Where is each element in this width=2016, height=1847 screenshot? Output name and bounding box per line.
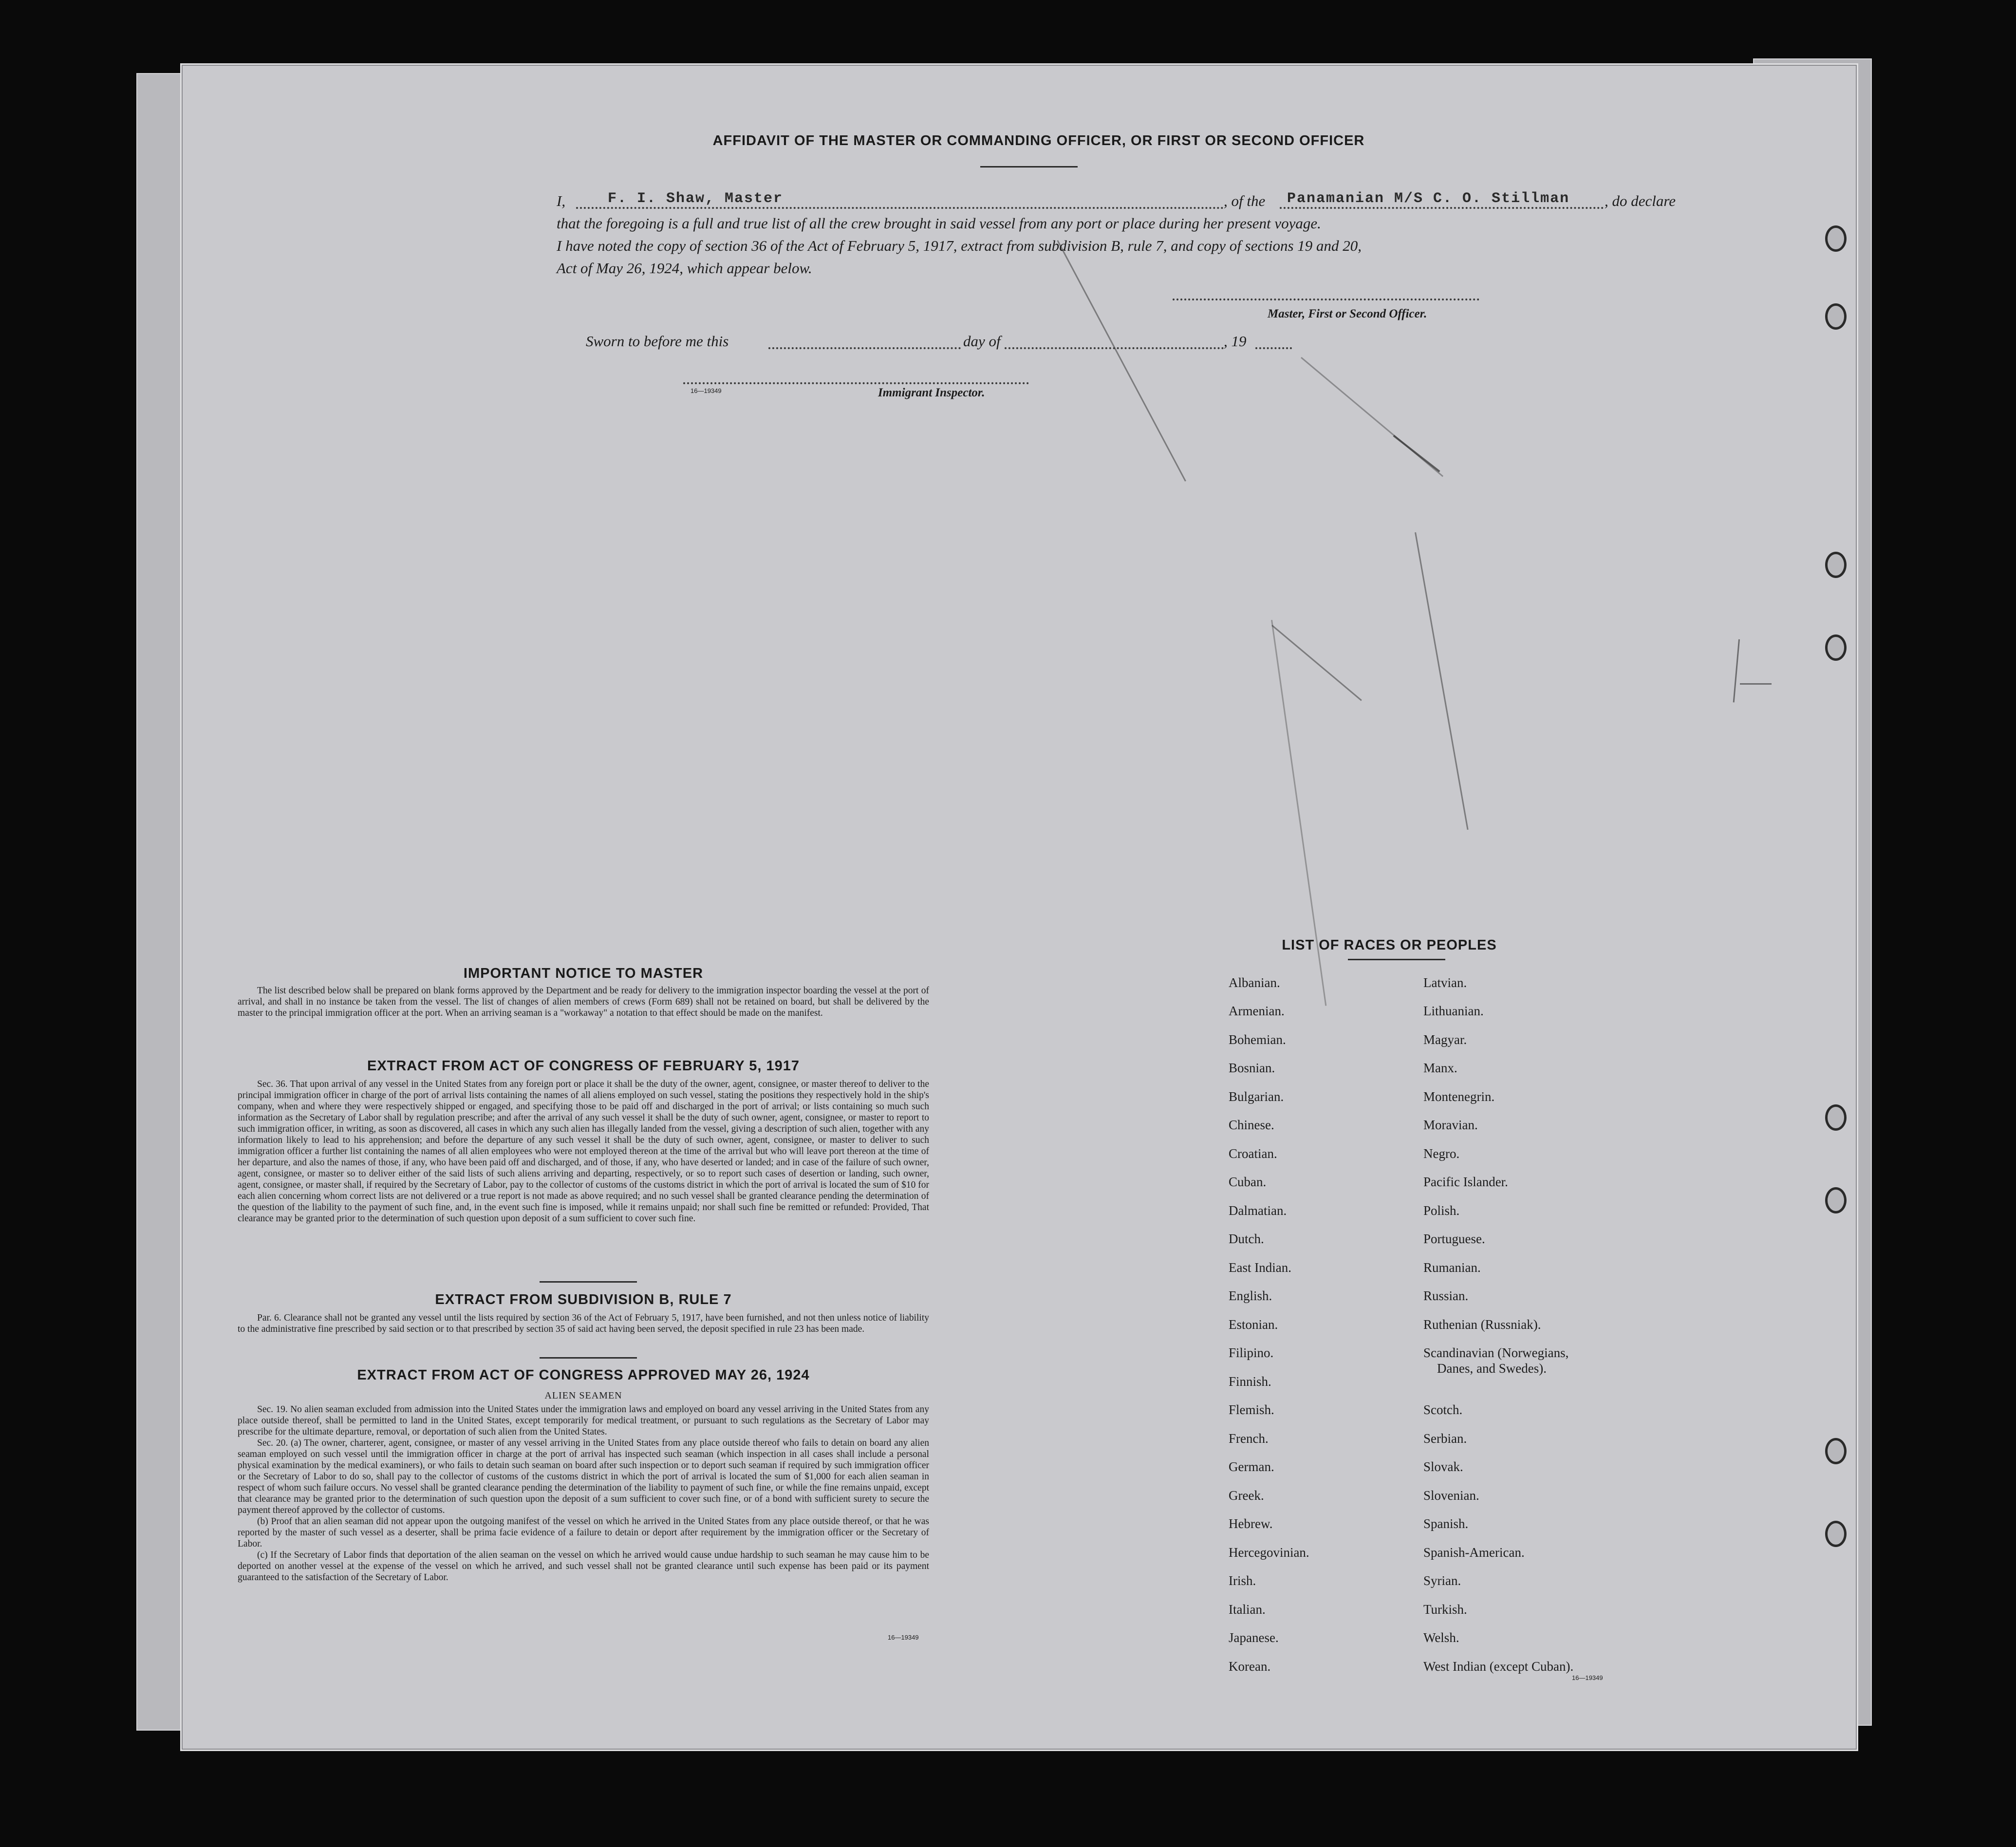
- punch-hole: [95, 1147, 112, 1168]
- race-item: Bulgarian.: [1229, 1089, 1284, 1104]
- race-item: German.: [1229, 1459, 1274, 1474]
- sec-20b-paragraph: (b) Proof that an alien seaman did not appear upon the outgoing manifest of the vessel on which he arrived in the United States from any place outside thereof, or that he was reported by the master of such vessel as a deserter, shall be prima facie evidence of a failure to detain or deport after requirement by the immigration officer or the Secretary of Labor.: [238, 1516, 929, 1549]
- affidavit-line-2: that the foregoing is a full and true list of all the crew brought in said vessel from any port or place during her present voyage.: [557, 215, 1321, 232]
- pencil-stroke: [1733, 639, 1740, 703]
- binder-hole: [1825, 1104, 1847, 1131]
- race-item: Scotch.: [1423, 1402, 1463, 1417]
- manifest-sheet: [180, 63, 1858, 1751]
- punch-hole: [95, 1227, 112, 1249]
- race-item: Serbian.: [1423, 1431, 1467, 1446]
- race-item: Manx.: [1423, 1061, 1457, 1075]
- race-item: Portuguese.: [1423, 1231, 1485, 1246]
- divider: [540, 1357, 637, 1359]
- race-item: Rumanian.: [1423, 1260, 1481, 1275]
- race-item: Armenian.: [1229, 1004, 1285, 1018]
- pencil-stroke: [1415, 532, 1469, 830]
- punch-hole: [97, 674, 115, 696]
- race-item: Croatian.: [1229, 1146, 1277, 1161]
- sworn-label: Sworn to before me this: [586, 333, 729, 350]
- race-item: Negro.: [1423, 1146, 1460, 1161]
- notice-text: [238, 985, 929, 1019]
- race-item: East Indian.: [1229, 1260, 1291, 1275]
- punch-hole: [95, 1478, 112, 1499]
- binder-hole: [1825, 303, 1847, 330]
- affidavit-line-1: [557, 192, 1686, 212]
- alien-seamen-subtitle: ALIEN SEAMEN: [544, 1390, 622, 1401]
- race-item: Estonian.: [1229, 1317, 1278, 1332]
- officer-caption: Master, First or Second Officer.: [1268, 307, 1427, 320]
- master-name: F. I. Shaw, Master: [608, 190, 784, 207]
- extract-rule7-text: [238, 1312, 929, 1335]
- sworn-line: [586, 333, 1316, 352]
- punch-hole: [95, 1558, 112, 1580]
- i-label: I,: [557, 192, 566, 209]
- race-item: Welsh.: [1423, 1630, 1459, 1645]
- binder-hole: [1825, 1438, 1847, 1464]
- race-item: Irish.: [1229, 1573, 1256, 1588]
- race-item: Bohemian.: [1229, 1032, 1286, 1047]
- race-item: Magyar.: [1423, 1032, 1467, 1047]
- of-the-label: , of the: [1224, 192, 1266, 209]
- race-item: Dalmatian.: [1229, 1203, 1287, 1218]
- binder-hole: [1825, 552, 1847, 578]
- left-form-number: 16—19349: [888, 1634, 919, 1641]
- race-item: English.: [1229, 1288, 1272, 1303]
- notice-title: IMPORTANT NOTICE TO MASTER: [463, 966, 704, 981]
- extract-1924-text: [238, 1404, 929, 1583]
- race-item: Bosnian.: [1229, 1061, 1275, 1075]
- races-left-column: [1229, 975, 1423, 1674]
- race-item: Montenegrin.: [1423, 1089, 1495, 1104]
- pencil-stroke: [1740, 683, 1772, 685]
- sec-20c-paragraph: (c) If the Secretary of Labor finds that deportation of the alien seaman on the vessel on which he arrived would cause undue hardship to such seaman he may cause him to be deported on another vessel at the expense of the vessel on which he arrived, and such vessel shall not be granted clearance until such expense has been paid or its payment guaranteed to the satisfaction of the Secretary of Labor.: [238, 1550, 929, 1583]
- master-name-line: [576, 207, 1224, 209]
- race-item: Filipino.: [1229, 1345, 1274, 1360]
- affidavit-line-4: Act of May 26, 1924, which appear below.: [557, 260, 812, 277]
- race-item: Moravian.: [1423, 1118, 1478, 1132]
- race-item: Lithuanian.: [1423, 1004, 1484, 1018]
- year-label: , 19: [1224, 333, 1247, 350]
- punch-hole: [97, 594, 115, 616]
- punch-hole: [95, 263, 112, 284]
- sec-19-paragraph: Sec. 19. No alien seaman excluded from admission into the United States under the immigration laws and employed on board any vessel arriving in the United States from any place outside thereof, shall be permitted to land in the United States, except temporarily for medical treatment, or pursuant to such regulations as the Secretary of Labor may prescribe for the ultimate departure, removal, or deportation of such alien from the United States.: [238, 1404, 929, 1437]
- par-6-paragraph: Par. 6. Clearance shall not be granted any vessel until the lists required by section 36 of the Act of February 5, 1917, have been furnished, and not then unless notice of liability to the administrative fine prescribed by said section or to that prescribed by section 35 of said act having been served, the deposit specified in rule 23 has been made.: [238, 1313, 929, 1334]
- race-item: Italian.: [1229, 1602, 1266, 1617]
- race-item: Polish.: [1423, 1203, 1460, 1218]
- race-item: Chinese.: [1229, 1118, 1274, 1132]
- race-item: Slovenian.: [1423, 1488, 1479, 1503]
- race-item: Flemish.: [1229, 1402, 1274, 1417]
- race-item: Spanish.: [1423, 1516, 1469, 1531]
- extract-1917-title: EXTRACT FROM ACT OF CONGRESS OF FEBRUARY 5, 1917: [367, 1058, 800, 1074]
- race-item: Spanish-American.: [1423, 1545, 1525, 1560]
- do-declare-label: , do declare: [1605, 192, 1676, 209]
- races-title-underline: [1348, 959, 1445, 960]
- race-item: Scandinavian (Norwegians,: [1423, 1345, 1569, 1360]
- extract-1917-text: [238, 1079, 929, 1224]
- extract-1924-title: EXTRACT FROM ACT OF CONGRESS APPROVED MAY 26, 1924: [357, 1367, 810, 1383]
- binder-hole: [1825, 1187, 1847, 1213]
- race-item: Hebrew.: [1229, 1516, 1273, 1531]
- title-underline: [980, 166, 1078, 168]
- sworn-day-line[interactable]: [768, 347, 961, 349]
- sec-36-paragraph: Sec. 36. That upon arrival of any vessel in the United States from any foreign port or place it shall be the duty of the owner, agent, consignee, or master thereof to deliver to the principal immigration officer in charge of the port of arrival lists containing the names of all aliens employed on such vessel, stating the positions they respectively hold in the ship's company, when and where they were respectively shipped or engaged, and specifying those to be paid off and discharged in the port of arrival; or lists containing so much such information as the Secretary of Labor shall by regulation prescribe; and after the arrival of any such vessel it shall be the duty of such owner, agent, consignee, or master to report to such immigration officer, in writing, as soon as discovered, all cases in which any such alien has illegally landed from the vessel, giving a description of such alien, together with any information likely to lead to his apprehension; and before the departure of any such vessel it shall be the duty of such owner, agent, consignee, or master to deliver to such immigration officer a further list containing the names of all alien employees who were not employed thereon at the time of the arrival but who will leave port thereon at the time of her departure, and also the names of those, if any, who have been paid off and discharged, and of those, if any, who have deserted or landed; and in case of the failure of such owner, agent, consignee, or master so to deliver either of the said lists of such aliens arriving and departing, respectively, or so to report such cases of desertion or landing, such owner, agent, consignee, or master shall, if required by the Secretary of Labor, pay to the collector of customs of the customs district in which the port of arrival is located the sum of $10 for each alien concerning whom correct lists are not delivered or a true report is not made as above required; and no such vessel shall be granted clearance pending the determination of the question of the liability to the payment of such fine, and, in the event such fine is imposed, while it remains unpaid; nor shall such fine be remitted or refunded: Provided, That clearance may be granted prior to the determination of such question upon deposit of a sum sufficient to cover such fine.: [238, 1079, 929, 1224]
- race-item: Finnish.: [1229, 1374, 1271, 1389]
- extract-rule7-title: EXTRACT FROM SUBDIVISION B, RULE 7: [435, 1292, 732, 1307]
- race-item: Russian.: [1423, 1288, 1469, 1303]
- race-item: Greek.: [1229, 1488, 1264, 1503]
- race-item: Cuban.: [1229, 1175, 1267, 1189]
- race-item: West Indian (except Cuban).: [1423, 1659, 1574, 1674]
- races-form-number: 16—19349: [1572, 1674, 1603, 1681]
- race-item: Hercegovinian.: [1229, 1545, 1309, 1560]
- inspector-caption: Immigrant Inspector.: [878, 386, 985, 399]
- race-item: Turkish.: [1423, 1602, 1467, 1617]
- race-item: French.: [1229, 1431, 1269, 1446]
- divider: [540, 1281, 637, 1283]
- race-item: Dutch.: [1229, 1231, 1264, 1246]
- notice-paragraph: The list described below shall be prepared on blank forms approved by the Department and be ready for delivery to the immigration inspector boarding the vessel at the port of arrival, and shall in no instance be taken from the vessel. The list of changes of alien members of crews (Form 689) shall not be retained on board, but shall be delivered by the master to the principal immigration officer at the port. When an arriving seaman is a "workaway" a notation to that effect should be made on the manifest.: [238, 986, 929, 1018]
- punch-hole: [97, 309, 115, 331]
- binder-hole: [1825, 1521, 1847, 1547]
- pencil-stroke: [1393, 435, 1440, 472]
- vessel-name-line: [1280, 207, 1604, 209]
- binder-hole: [1825, 634, 1847, 661]
- day-of-label: day of: [963, 333, 1001, 350]
- inspector-signature-line[interactable]: [683, 382, 1029, 384]
- officer-signature-line[interactable]: [1173, 299, 1479, 300]
- race-item: Ruthenian (Russniak).: [1423, 1317, 1541, 1332]
- pencil-stroke: [1271, 625, 1362, 701]
- affidavit-line-3: I have noted the copy of section 36 of the Act of February 5, 1917, extract from subdivision B, rule 7, and copy of sections 19 and 20,: [557, 237, 1362, 254]
- race-item: Slovak.: [1423, 1459, 1463, 1474]
- races-title: LIST OF RACES OR PEOPLES: [1282, 937, 1497, 953]
- race-item: Albanian.: [1229, 975, 1280, 990]
- race-item-continuation: Danes, and Swedes).: [1437, 1361, 1547, 1376]
- race-item: Korean.: [1229, 1659, 1271, 1674]
- sworn-year-line[interactable]: [1255, 347, 1292, 349]
- pencil-stroke: [1057, 240, 1186, 482]
- race-item: Pacific Islander.: [1423, 1175, 1508, 1189]
- binder-hole: [1825, 225, 1847, 252]
- race-item: Latvian.: [1423, 975, 1467, 990]
- affidavit-title: AFFIDAVIT OF THE MASTER OR COMMANDING OFFICER, OR FIRST OR SECOND OFFICER: [712, 133, 1365, 149]
- race-item: Japanese.: [1229, 1630, 1279, 1645]
- vessel-name: Panamanian M/S C. O. Stillman: [1287, 190, 1570, 207]
- races-right-column: [1423, 975, 1677, 1674]
- race-item: Syrian.: [1423, 1573, 1461, 1588]
- affidavit-form-number: 16—19349: [691, 387, 722, 394]
- sec-20a-paragraph: Sec. 20. (a) The owner, charterer, agent, consignee, or master of any vessel arriving in the United States from any place outside thereof who fails to detain on board any alien seaman employed on such vessel until the immigration officer in charge at the port of arrival has inspected such seaman (which inspection in all cases shall include a personal physical examination by the medical examiners), or who fails to detain such seaman on board after such inspection or to deport such seaman if required by such immigration officer or the Secretary of Labor to do so, shall pay to the collector of customs of the customs district in which the port of arrival is located the sum of $1,000 for each alien seaman in respect of whom such failure occurs. No vessel shall be granted clearance pending the determination of the liability to payment of such fine, or while the fine remains unpaid, except that clearance may be granted prior to the determination of such question upon the deposit of a sum sufficient to cover such fine, or of a bond with sufficient surety to secure the payment thereof approved by the collector of customs.: [238, 1438, 929, 1515]
- sworn-month-line[interactable]: [1005, 347, 1224, 349]
